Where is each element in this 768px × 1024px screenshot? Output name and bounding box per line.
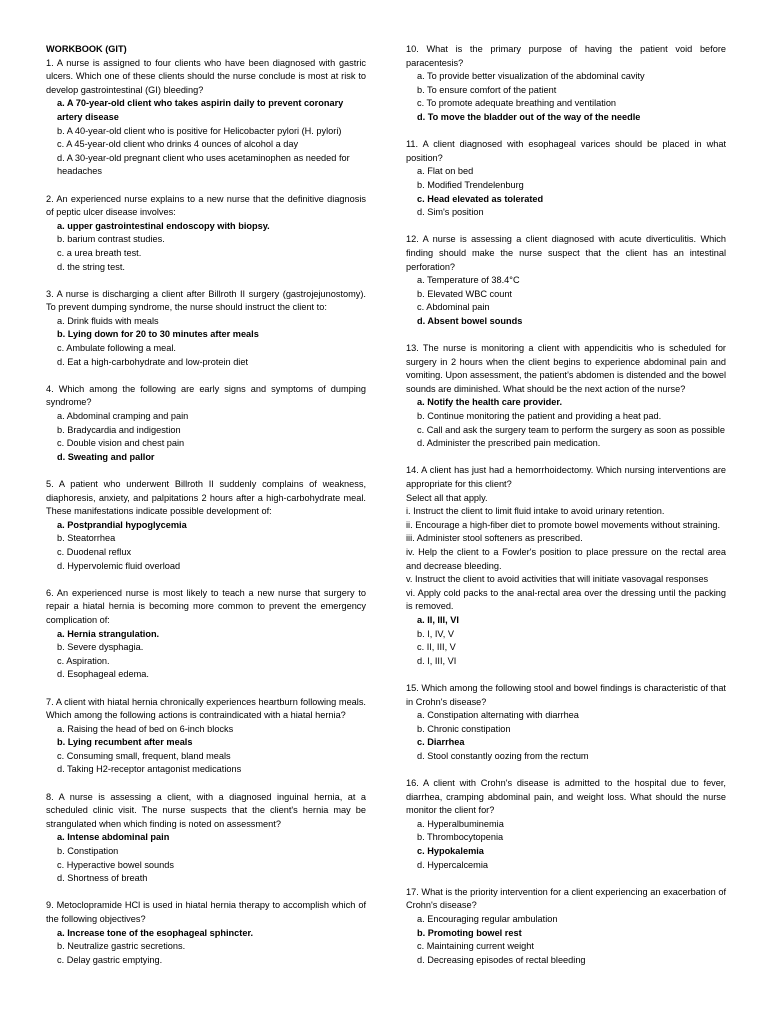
- answer-option-correct: c. Hypokalemia: [417, 846, 484, 857]
- answer-option-correct: a. Notify the health care provider.: [417, 397, 562, 408]
- question-stem: 13. The nurse is monitoring a client with appendicitis who is scheduled for surgery in 2 hours when the client begins to experience abdominal pain and vomiting. Upon assessment, the patient's abdomen is distended and the bowel sounds are diminished. What should be the next action of the nurse?: [406, 343, 726, 394]
- answer-option-correct: b. Lying recumbent after meals: [57, 737, 193, 748]
- answer-option: c. Hyperactive bowel sounds: [57, 859, 174, 870]
- answer-option: c. To promote adequate breathing and ventilation: [417, 98, 617, 109]
- answer-option: b. Bradycardia and indigestion: [57, 424, 181, 435]
- question-stem: 14. A client has just had a hemorrhoidectomy. Which nursing interventions are appropriate for this client?: [406, 465, 726, 489]
- answer-option: a. Constipation alternating with diarrhea: [417, 710, 579, 721]
- answer-option-correct: a. Intense abdominal pain: [57, 832, 170, 843]
- answer-option-correct: a. Increase tone of the esophageal sphincter.: [57, 927, 254, 938]
- question-stem: 1. A nurse is assigned to four clients who have been diagnosed with gastric ulcers. Which one of these clients should the nurse conclude is most at risk to develop gastrointestinal (GI) bleeding?: [46, 57, 366, 95]
- question-block: [46, 696, 366, 778]
- question-stem: 15. Which among the following stool and bowel findings is characteristic of that in Crohn's disease?: [406, 682, 726, 707]
- answer-option-correct: c. Diarrhea: [417, 737, 465, 748]
- question-stem: 16. A client with Crohn's disease is admitted to the hospital due to fever, diarrhea, cramping abdominal pain, and weight loss. What should the nurse monitor the client for?: [406, 778, 726, 816]
- question-stem: 5. A patient who underwent Billroth II suddenly complains of weakness, diaphoresis, anxiety, and palpitations 2 hours after a high-carbohydrate meal. These manifestations indicate possible development of:: [46, 479, 366, 517]
- answer-option: b. Modified Trendelenburg: [417, 179, 524, 190]
- question-stem: 4. Which among the following are early signs and symptoms of dumping syndrome?: [46, 383, 366, 408]
- answer-option: c. a urea breath test.: [57, 247, 142, 258]
- answer-option: a. Flat on bed: [417, 166, 474, 177]
- answer-option: b. A 40-year-old client who is positive for Helicobacter pylori (H. pylori): [57, 125, 342, 136]
- statement-item: iii. Administer stool softeners as prescribed.: [406, 533, 583, 544]
- answer-option: b. Steatorrhea: [57, 533, 116, 544]
- answer-option: d. Hypercalcemia: [417, 859, 488, 870]
- right-column: [406, 43, 726, 981]
- question-block: [406, 886, 726, 968]
- question-stem: 6. An experienced nurse is most likely to teach a new nurse that surgery to repair a hiatal hernia is becoming more common to prevent the emergency complication of:: [46, 587, 366, 625]
- question-block: [46, 791, 366, 886]
- answer-option: c. Maintaining current weight: [417, 941, 534, 952]
- question-stem: 7. A client with hiatal hernia chronically experiences heartburn following meals. Which among the following actions is contraindicated with a hiatal hernia?: [46, 696, 366, 721]
- answer-option-correct: a. Hernia strangulation.: [57, 628, 160, 639]
- answer-option: b. Continue monitoring the patient and providing a heat pad.: [417, 411, 662, 422]
- question-block: [406, 682, 726, 764]
- select-instruction: Select all that apply.: [406, 492, 488, 503]
- answer-option: d. Taking H2-receptor antagonist medications: [57, 764, 242, 775]
- answer-option: b. To ensure comfort of the patient: [417, 84, 557, 95]
- answer-option: d. Shortness of breath: [57, 873, 148, 884]
- answer-option: d. Decreasing episodes of rectal bleeding: [417, 954, 586, 965]
- statement-item: vi. Apply cold packs to the anal-rectal area over the dressing until the packing is removed.: [406, 587, 726, 612]
- answer-option: b. I, IV, V: [417, 628, 454, 639]
- answer-option: c. Ambulate following a meal.: [57, 343, 176, 354]
- question-block: [406, 777, 726, 872]
- answer-option: d. Stool constantly oozing from the rectum: [417, 750, 589, 761]
- question-block: [406, 43, 726, 125]
- question-block: [406, 138, 726, 220]
- question-stem: 12. A nurse is assessing a client diagnosed with acute diverticulitis. Which finding should make the nurse suspect that the client has an intestinal perforation?: [406, 234, 726, 272]
- answer-option: a. Encouraging regular ambulation: [417, 914, 558, 924]
- question-block: [46, 383, 366, 465]
- answer-option: d. Sim's position: [417, 207, 484, 218]
- question-stem: 10. What is the primary purpose of having the patient void before paracentesis?: [406, 44, 726, 68]
- answer-option-correct: a. II, III, VI: [417, 614, 459, 625]
- question-stem: 11. A client diagnosed with esophageal varices should be placed in what position?: [406, 139, 726, 163]
- answer-option: d. Eat a high-carbohydrate and low-protein diet: [57, 356, 249, 367]
- answer-option: d. Esophageal edema.: [57, 669, 149, 680]
- statement-item: i. Instruct the client to limit fluid intake to avoid urinary retention.: [406, 506, 665, 517]
- question-stem: 17. What is the priority intervention for a client experiencing an exacerbation of Crohn's disease?: [406, 886, 726, 911]
- answer-option: d. I, III, VI: [417, 655, 457, 666]
- question-stem: 9. Metoclopramide HCl is used in hiatal hernia therapy to accomplish which of the following objectives?: [46, 900, 366, 924]
- answer-option-correct: a. Postprandial hypoglycemia: [57, 519, 187, 530]
- question-stem: 2. An experienced nurse explains to a new nurse that the definitive diagnosis of peptic ulcer disease involves:: [46, 193, 366, 218]
- answer-option: b. Severe dysphagia.: [57, 642, 144, 653]
- question-block: [46, 478, 366, 573]
- answer-option: d. the string test.: [57, 261, 125, 272]
- left-column: [46, 43, 366, 981]
- statement-item: ii. Encourage a high-fiber diet to promote bowel movements without straining.: [406, 519, 721, 530]
- answer-option: c. Aspiration.: [57, 655, 110, 666]
- workbook-title: WORKBOOK (GIT): [46, 44, 127, 54]
- answer-option: d. Hypervolemic fluid overload: [57, 560, 181, 571]
- answer-option-correct: d. Sweating and pallor: [57, 451, 155, 462]
- statement-item: iv. Help the client to a Fowler's position to place pressure on the rectal area and decrease bleeding.: [406, 546, 726, 571]
- question-block: [406, 233, 726, 328]
- question-block: [406, 342, 726, 451]
- answer-option-correct: d. To move the bladder out of the way of the needle: [417, 111, 641, 122]
- answer-option-correct: a. A 70-year-old client who takes aspirin daily to prevent coronary artery disease: [57, 98, 344, 122]
- answer-option: d. Administer the prescribed pain medication.: [417, 438, 601, 449]
- answer-option: b. Neutralize gastric secretions.: [57, 941, 186, 952]
- question-block: [46, 587, 366, 682]
- answer-option: c. Duodenal reflux: [57, 546, 132, 557]
- answer-option-correct: b. Lying down for 20 to 30 minutes after meals: [57, 329, 259, 340]
- question-stem: 3. A nurse is discharging a client after Billroth II surgery (gastrojejunostomy). To prevent dumping syndrome, the nurse should instruct the client to:: [46, 288, 366, 313]
- answer-option: a. Abdominal cramping and pain: [57, 411, 189, 422]
- answer-option: c. Double vision and chest pain: [57, 438, 185, 449]
- answer-option: b. barium contrast studies.: [57, 234, 165, 245]
- answer-option-correct: d. Absent bowel sounds: [417, 315, 523, 326]
- answer-option: a. Temperature of 38.4°C: [417, 275, 520, 286]
- answer-option-correct: c. Head elevated as tolerated: [417, 193, 544, 204]
- answer-option: c. Call and ask the surgery team to perform the surgery as soon as possible: [417, 424, 725, 435]
- question-block: [46, 193, 366, 275]
- answer-option: c. Consuming small, frequent, bland meals: [57, 750, 231, 761]
- answer-option-correct: a. upper gastrointestinal endoscopy with biopsy.: [57, 220, 270, 231]
- answer-option: c. Delay gastric emptying.: [57, 954, 163, 965]
- question-block: [46, 57, 366, 179]
- answer-option: a. Drink fluids with meals: [57, 315, 159, 326]
- answer-option: c. Abdominal pain: [417, 302, 490, 313]
- question-block: [46, 899, 366, 967]
- question-stem: 8. A nurse is assessing a client, with a diagnosed inguinal hernia, at a scheduled clinic visit. The nurse suspects that the client's hernia may be strangulated when which finding is noted on assessment?: [46, 791, 366, 829]
- answer-option: a. Hyperalbuminemia: [417, 818, 504, 829]
- answer-option: b. Elevated WBC count: [417, 288, 512, 299]
- question-block: [46, 288, 366, 370]
- answer-option: c. A 45-year-old client who drinks 4 ounces of alcohol a day: [57, 139, 299, 150]
- answer-option: b. Thrombocytopenia: [417, 832, 504, 843]
- answer-option: b. Chronic constipation: [417, 723, 511, 734]
- answer-option: b. Constipation: [57, 846, 119, 857]
- answer-option: d. A 30-year-old pregnant client who uses acetaminophen as needed for headaches: [57, 152, 350, 177]
- answer-option: c. II, III, V: [417, 642, 456, 653]
- answer-option: a. Raising the head of bed on 6-inch blocks: [57, 723, 234, 734]
- answer-option: a. To provide better visualization of the abdominal cavity: [417, 71, 645, 82]
- question-block: [406, 464, 726, 668]
- answer-option-correct: b. Promoting bowel rest: [417, 927, 522, 938]
- statement-item: v. Instruct the client to avoid activities that will initiate vasovagal responses: [406, 574, 709, 585]
